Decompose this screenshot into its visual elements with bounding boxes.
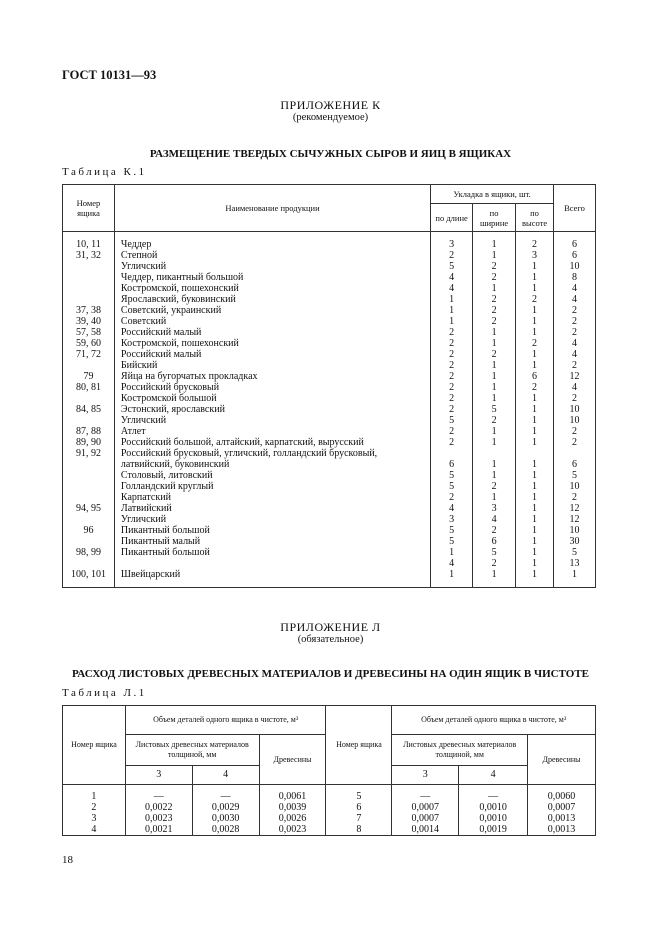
total-cell: 2 (554, 317, 596, 328)
product-name-cell: Атлет (114, 427, 430, 438)
col-by-height: по высоте (516, 204, 554, 232)
total-cell: 6 (554, 251, 596, 262)
table-cell-n1: 3 (63, 813, 126, 824)
by-width-cell: 2 (473, 559, 516, 570)
box-number-cell: 79 (63, 372, 115, 383)
by-height-cell: 1 (516, 416, 554, 427)
by-length-cell: 4 (431, 504, 473, 515)
by-length-cell: 1 (431, 317, 473, 328)
by-height-cell: 3 (516, 251, 554, 262)
box-number-cell (63, 284, 115, 295)
total-cell: 12 (554, 515, 596, 526)
box-number-cell: 71, 72 (63, 350, 115, 361)
product-name-cell: Костромской, пошехонский (114, 284, 430, 295)
table-cell-a3: — (125, 785, 192, 803)
total-cell: 10 (554, 262, 596, 273)
box-number-cell: 94, 95 (63, 504, 115, 515)
by-height-cell: 1 (516, 317, 554, 328)
total-cell: 10 (554, 526, 596, 537)
total-cell: 5 (554, 548, 596, 559)
by-length-cell: 4 (431, 273, 473, 284)
by-height-cell: 1 (516, 394, 554, 405)
col-box-number-right: Номер ящика (326, 706, 392, 785)
table-cell-b3: 0,0007 (392, 802, 459, 813)
by-width-cell: 2 (473, 482, 516, 493)
box-number-cell: 96 (63, 526, 115, 537)
by-width-cell: 2 (473, 416, 516, 427)
table-cell-b3: 0,0014 (392, 824, 459, 836)
product-name-cell: Угличский (114, 262, 430, 273)
by-height-cell: 1 (516, 559, 554, 570)
by-height-cell: 1 (516, 262, 554, 273)
box-number-cell: 37, 38 (63, 306, 115, 317)
box-number-cell: 59, 60 (63, 339, 115, 350)
total-cell: 2 (554, 306, 596, 317)
table-row (63, 785, 596, 803)
table-cell-bw: 0,0007 (528, 802, 596, 813)
box-number-cell (63, 482, 115, 493)
by-length-cell: 1 (431, 548, 473, 559)
by-length-cell: 5 (431, 471, 473, 482)
col-wood-right: Древесины (528, 735, 596, 785)
product-name-cell: Эстонский, ярославский (114, 405, 430, 416)
total-cell: 30 (554, 537, 596, 548)
table-cell-a4: 0,0030 (192, 813, 259, 824)
total-cell: 4 (554, 284, 596, 295)
product-name-cell: Российский малый (114, 350, 430, 361)
table-cell-n2: 7 (326, 813, 392, 824)
box-number-cell: 84, 85 (63, 405, 115, 416)
total-cell: 13 (554, 559, 596, 570)
product-name-cell: Бийский (114, 361, 430, 372)
by-length-cell: 1 (431, 306, 473, 317)
by-height-cell: 1 (516, 438, 554, 449)
by-height-cell: 2 (516, 232, 554, 252)
col-by-width: по ширине (473, 204, 516, 232)
table-cell-n1: 2 (63, 802, 126, 813)
by-height-cell: 1 (516, 460, 554, 471)
table-cell-b4: 0,0010 (459, 813, 528, 824)
by-height-cell: 1 (516, 570, 554, 588)
by-width-cell: 2 (473, 262, 516, 273)
product-name-cell: Яйца на бугорчатых прокладках (114, 372, 430, 383)
table-cell-a4: 0,0028 (192, 824, 259, 836)
by-width-cell: 1 (473, 251, 516, 262)
by-length-cell: 2 (431, 383, 473, 394)
by-length-cell: 2 (431, 361, 473, 372)
product-name-cell: Российский брусковый (114, 383, 430, 394)
page-number: 18 (62, 854, 73, 866)
by-length-cell: 2 (431, 350, 473, 361)
total-cell: 10 (554, 482, 596, 493)
by-height-cell: 2 (516, 295, 554, 306)
appendix-l-subtitle: (обязательное) (297, 634, 364, 645)
by-length-cell: 3 (431, 232, 473, 252)
product-name-cell: Угличский (114, 515, 430, 526)
by-height-cell: 1 (516, 361, 554, 372)
product-name-cell: Российский малый (114, 328, 430, 339)
table-cell-a3: 0,0022 (125, 802, 192, 813)
product-name-cell: Швейцарский (114, 570, 430, 588)
table-cell-n1: 1 (63, 785, 126, 803)
by-length-cell: 4 (431, 284, 473, 295)
product-name-cell: Пикантный большой (114, 548, 430, 559)
by-length-cell: 2 (431, 372, 473, 383)
by-height-cell: 1 (516, 548, 554, 559)
product-name-cell: Пикантный большой (114, 526, 430, 537)
by-width-cell: 1 (473, 394, 516, 405)
by-width-cell: 1 (473, 372, 516, 383)
table-row (63, 813, 596, 824)
table-cell-n1: 4 (63, 824, 126, 836)
total-cell: 12 (554, 372, 596, 383)
by-height-cell: 1 (516, 471, 554, 482)
box-number-cell: 89, 90 (63, 438, 115, 449)
by-height-cell: 1 (516, 273, 554, 284)
table-l1 (62, 705, 596, 836)
box-number-cell (63, 262, 115, 273)
table-k1 (62, 184, 596, 588)
by-length-cell: 2 (431, 493, 473, 504)
by-height-cell: 1 (516, 526, 554, 537)
box-number-cell (63, 460, 115, 471)
by-length-cell: 2 (431, 339, 473, 350)
by-width-cell: 1 (473, 383, 516, 394)
col-thick4-left: 4 (192, 766, 259, 785)
by-length-cell: 1 (431, 295, 473, 306)
by-width-cell: 2 (473, 295, 516, 306)
total-cell: 2 (554, 493, 596, 504)
by-width-cell: 5 (473, 548, 516, 559)
table-cell-aw: 0,0039 (259, 802, 326, 813)
total-cell: 10 (554, 416, 596, 427)
total-cell: 4 (554, 339, 596, 350)
box-number-cell (63, 273, 115, 284)
total-cell: 4 (554, 350, 596, 361)
by-height-cell: 1 (516, 515, 554, 526)
box-number-cell: 31, 32 (63, 251, 115, 262)
by-height-cell: 1 (516, 504, 554, 515)
box-number-cell: 80, 81 (63, 383, 115, 394)
by-width-cell: 1 (473, 232, 516, 252)
by-height-cell: 6 (516, 372, 554, 383)
total-cell: 10 (554, 405, 596, 416)
product-name-cell: Чеддер (114, 232, 430, 252)
table-cell-a3: 0,0023 (125, 813, 192, 824)
total-cell: 8 (554, 273, 596, 284)
by-width-cell: 6 (473, 537, 516, 548)
by-length-cell: 2 (431, 328, 473, 339)
table-cell-aw: 0,0026 (259, 813, 326, 824)
by-length-cell: 2 (431, 251, 473, 262)
product-name-cell: Латвийский (114, 504, 430, 515)
table-cell-n2: 6 (326, 802, 392, 813)
appendix-k-subtitle: (рекомендуемое) (292, 112, 369, 123)
by-length-cell: 3 (431, 515, 473, 526)
total-cell: 2 (554, 328, 596, 339)
product-name-cell: Советский (114, 317, 430, 328)
product-name-cell: Ярославский, буковинский (114, 295, 430, 306)
table-cell-aw: 0,0061 (259, 785, 326, 803)
by-length-cell: 2 (431, 438, 473, 449)
by-length-cell: 1 (431, 570, 473, 588)
table-cell-a4: — (192, 785, 259, 803)
by-length-cell: 5 (431, 526, 473, 537)
product-name-cell: Советский, украинский (114, 306, 430, 317)
total-cell: 2 (554, 361, 596, 372)
col-by-length: по длине (431, 204, 473, 232)
col-product-name: Наименование продукции (114, 185, 430, 232)
by-height-cell: 1 (516, 493, 554, 504)
table-cell-b4: 0,0010 (459, 802, 528, 813)
by-length-cell: 2 (431, 427, 473, 438)
by-height-cell: 1 (516, 306, 554, 317)
by-height-cell: 1 (516, 328, 554, 339)
box-number-cell (63, 471, 115, 482)
total-cell: 5 (554, 471, 596, 482)
product-name-cell: Чеддер, пикантный большой (114, 273, 430, 284)
box-number-cell: 91, 92 (63, 449, 115, 460)
table-row (63, 232, 596, 252)
by-width-cell: 2 (473, 306, 516, 317)
total-cell: 2 (554, 438, 596, 449)
col-volume-left: Объем деталей одного ящика в чистоте, м³ (125, 706, 326, 735)
by-length-cell: 5 (431, 482, 473, 493)
by-height-cell: 1 (516, 350, 554, 361)
col-wood-left: Древесины (259, 735, 326, 785)
table-cell-a3: 0,0021 (125, 824, 192, 836)
by-height-cell: 2 (516, 383, 554, 394)
total-cell: 4 (554, 295, 596, 306)
appendix-l-title: ПРИЛОЖЕНИЕ Л (280, 620, 381, 634)
by-width-cell: 4 (473, 515, 516, 526)
col-stacking: Укладка в ящики, шт. (431, 185, 554, 204)
col-sheet-left: Листовых древесных материалов толщиной, мм (125, 735, 259, 766)
by-height-cell: 2 (516, 339, 554, 350)
by-width-cell: 1 (473, 493, 516, 504)
col-sheet-right: Листовых древесных материалов толщиной, мм (392, 735, 528, 766)
by-width-cell: 3 (473, 504, 516, 515)
by-length-cell: 5 (431, 416, 473, 427)
by-width-cell: 2 (473, 273, 516, 284)
col-box-number: Номер ящика (63, 185, 115, 232)
by-length-cell: 5 (431, 262, 473, 273)
total-cell: 2 (554, 427, 596, 438)
product-name-cell: Столовый, литовский (114, 471, 430, 482)
product-name-cell: Российский большой, алтайский, карпатский, выруcский (114, 438, 430, 449)
table-l1-caption: Таблица Л.1 (62, 687, 147, 699)
product-name-cell: Костромской большой (114, 394, 430, 405)
box-number-cell: 100, 101 (63, 570, 115, 588)
by-length-cell: 6 (431, 460, 473, 471)
by-width-cell: 1 (473, 328, 516, 339)
col-box-number-left: Номер ящика (63, 706, 126, 785)
by-height-cell: 1 (516, 537, 554, 548)
by-width-cell: 1 (473, 460, 516, 471)
product-name-cell: Российский брусковый, угличский, голландский брусковый, (114, 449, 430, 460)
by-length-cell: 5 (431, 537, 473, 548)
by-width-cell: 1 (473, 570, 516, 588)
by-length-cell: 2 (431, 394, 473, 405)
total-cell: 6 (554, 460, 596, 471)
table-cell-aw: 0,0023 (259, 824, 326, 836)
product-name-cell: Голландский круглый (114, 482, 430, 493)
appendix-k-heading: РАЗМЕЩЕНИЕ ТВЕРДЫХ СЫЧУЖНЫХ СЫРОВ И ЯИЦ В ЯЩИКАХ (149, 148, 512, 160)
table-k1-caption: Таблица К.1 (62, 166, 147, 178)
table-cell-b4: 0,0019 (459, 824, 528, 836)
product-name-cell: Карпатский (114, 493, 430, 504)
table-row (63, 824, 596, 836)
box-number-cell: 39, 40 (63, 317, 115, 328)
total-cell: 4 (554, 383, 596, 394)
table-row (63, 570, 596, 588)
total-cell: 1 (554, 570, 596, 588)
table-cell-n2: 5 (326, 785, 392, 803)
col-thick3-right: 3 (392, 766, 459, 785)
total-cell: 2 (554, 394, 596, 405)
table-row (63, 548, 596, 559)
product-name-cell: латвийский, буковинский (114, 460, 430, 471)
by-length-cell: 2 (431, 405, 473, 416)
appendix-k-title: ПРИЛОЖЕНИЕ К (280, 98, 381, 112)
total-cell: 6 (554, 232, 596, 252)
by-height-cell: 1 (516, 482, 554, 493)
by-width-cell: 1 (473, 284, 516, 295)
by-width-cell: 1 (473, 438, 516, 449)
box-number-cell: 98, 99 (63, 548, 115, 559)
table-cell-bw: 0,0013 (528, 813, 596, 824)
appendix-l-heading: РАСХОД ЛИСТОВЫХ ДРЕВЕСНЫХ МАТЕРИАЛОВ И ДРЕВЕСИНЫ НА ОДИН ЯЩИК В ЧИСТОТЕ (71, 668, 590, 680)
by-width-cell: 5 (473, 405, 516, 416)
table-cell-bw: 0,0060 (528, 785, 596, 803)
table-cell-bw: 0,0013 (528, 824, 596, 836)
by-length-cell: 4 (431, 559, 473, 570)
table-cell-b3: 0,0007 (392, 813, 459, 824)
table-cell-b4: — (459, 785, 528, 803)
by-height-cell: 1 (516, 427, 554, 438)
table-cell-b3: — (392, 785, 459, 803)
by-width-cell: 1 (473, 339, 516, 350)
product-name-cell: Костромской, пошехонский (114, 339, 430, 350)
by-height-cell: 1 (516, 284, 554, 295)
col-thick3-left: 3 (125, 766, 192, 785)
box-number-cell: 57, 58 (63, 328, 115, 339)
col-volume-right: Объем деталей одного ящика в чистоте, м³ (392, 706, 596, 735)
by-width-cell: 1 (473, 471, 516, 482)
product-name-cell: Степной (114, 251, 430, 262)
col-total: Всего (554, 185, 596, 232)
by-height-cell: 1 (516, 405, 554, 416)
document-header: ГОСТ 10131—93 (62, 68, 157, 82)
col-thick4-right: 4 (459, 766, 528, 785)
product-name-cell: Угличский (114, 416, 430, 427)
product-name-cell: Пикантный малый (114, 537, 430, 548)
box-number-cell: 10, 11 (63, 232, 115, 252)
box-number-cell: 87, 88 (63, 427, 115, 438)
table-cell-n2: 8 (326, 824, 392, 836)
by-width-cell: 2 (473, 317, 516, 328)
table-cell-a4: 0,0029 (192, 802, 259, 813)
table-row (63, 802, 596, 813)
by-width-cell: 1 (473, 427, 516, 438)
by-width-cell: 2 (473, 526, 516, 537)
by-width-cell: 2 (473, 350, 516, 361)
total-cell: 12 (554, 504, 596, 515)
by-width-cell: 1 (473, 361, 516, 372)
